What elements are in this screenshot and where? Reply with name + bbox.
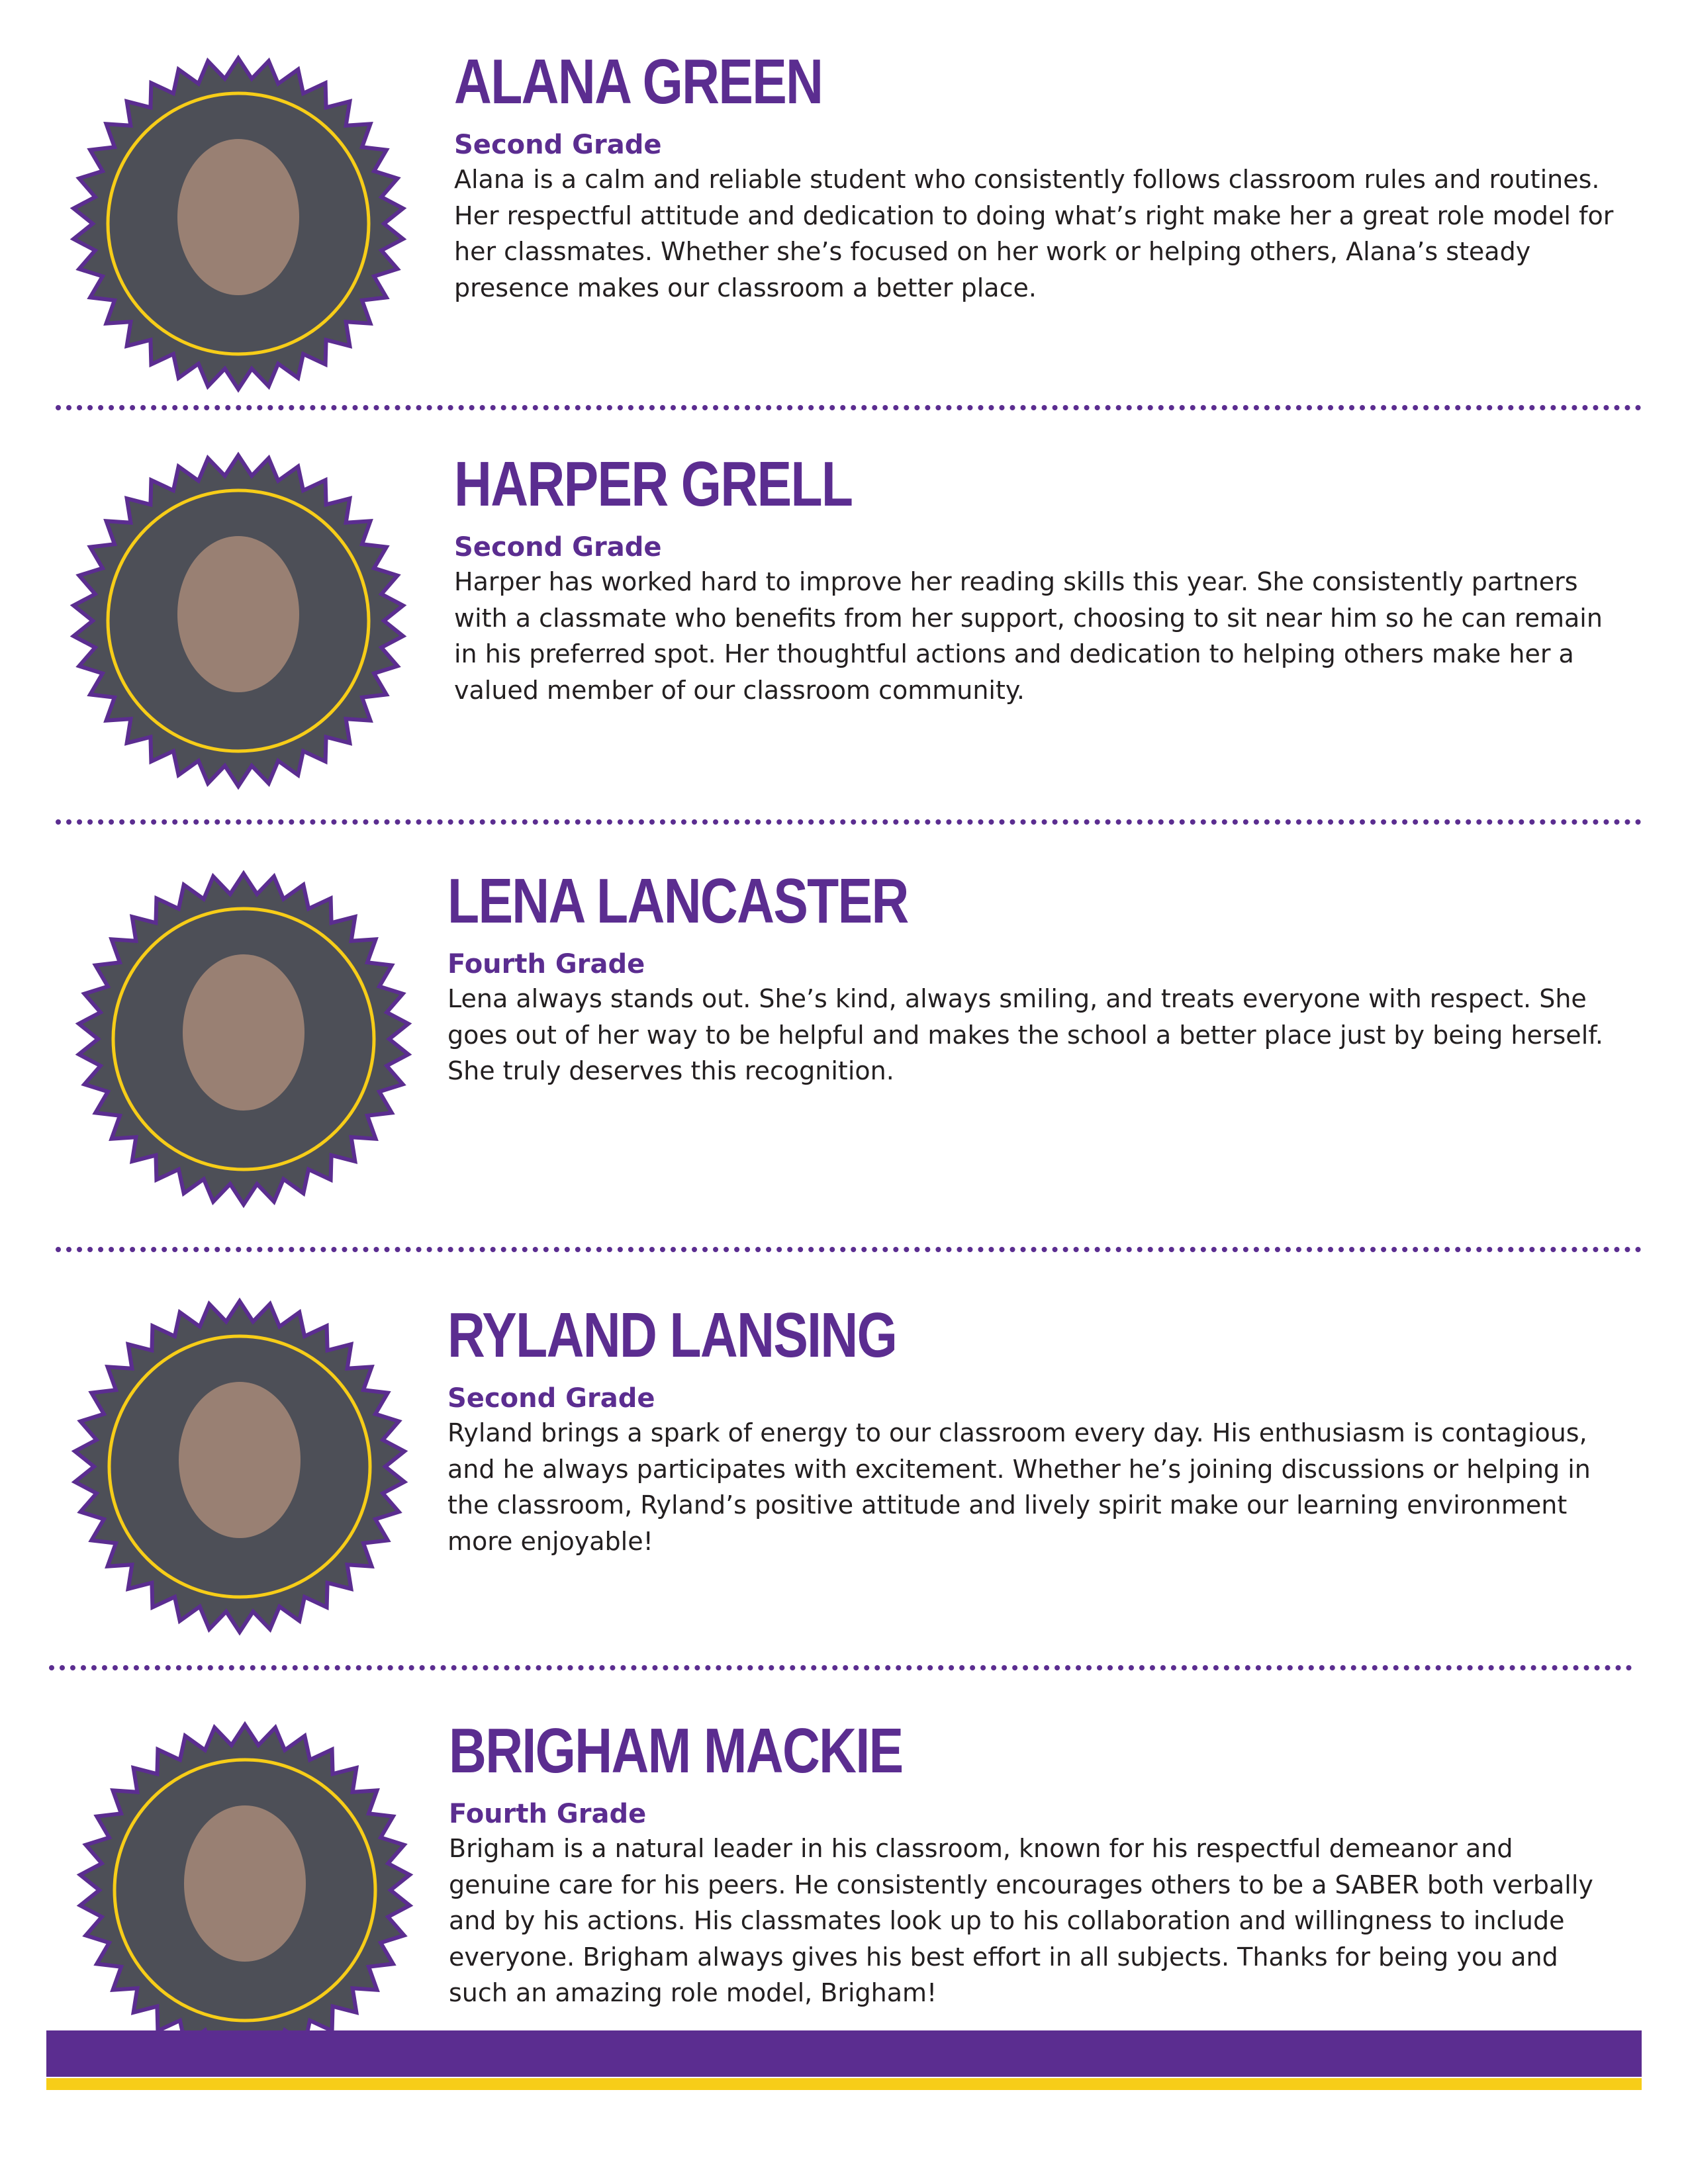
- portrait-badge-graphic: [66, 449, 410, 793]
- portrait-badge-graphic: [68, 1295, 412, 1639]
- portrait-face-shape: [183, 954, 305, 1111]
- footer-gold-band: [46, 2078, 1642, 2090]
- portrait-badge: [71, 867, 416, 1211]
- student-name: HARPER GRELL: [454, 449, 853, 520]
- student-description: Ryland brings a spark of energy to our classroom every day. His enthusiasm is contagious, and he always participates with excitement. Whether he’s joining discussions or helping in the classroom, Ryland’s positive attitude and lively spirit make our learning environment more enjoyable!: [447, 1418, 1591, 1556]
- portrait-badge: [73, 1718, 417, 2062]
- student-grade: Second Grade: [454, 532, 662, 563]
- dotted-divider: [56, 819, 1642, 825]
- portrait-badge: [66, 449, 410, 793]
- student-grade: Second Grade: [454, 130, 662, 160]
- dotted-divider: [49, 1665, 1632, 1670]
- student-description: Lena always stands out. She’s kind, always smiling, and treats everyone with respect. She goes out of her way to be helpful and makes the school a better place just by being herself. She truly deserves this recognition.: [447, 984, 1603, 1085]
- student-name: ALANA GREEN: [454, 46, 823, 117]
- student-description: Brigham is a natural leader in his classroom, known for his respectful demeanor and genuine care for his peers. He consistently encourages others to be a SABER both verbally and by his actions. His classmates look up to his collaboration and willingness to include everyone. Brigham always gives his best effort in all subjects. Thanks for being you and such an amazing role model, Brigham!: [449, 1834, 1593, 2007]
- portrait-badge-graphic: [66, 52, 410, 396]
- portrait-face-shape: [177, 536, 299, 692]
- student-name: RYLAND LANSING: [447, 1300, 897, 1371]
- portrait-badge: [66, 52, 410, 396]
- student-grade: Second Grade: [447, 1383, 655, 1414]
- dotted-divider: [56, 1247, 1642, 1252]
- student-description: Alana is a calm and reliable student who consistently follows classroom rules and routines. Her respectful attitude and dedication to doing what’s right make her a great role model for her classmates. Whether she’s focused on her work or helping others, Alana’s steady presence makes our classroom a better place.: [454, 165, 1614, 302]
- student-grade: Fourth Grade: [447, 949, 645, 979]
- footer-purple-band: [46, 2030, 1642, 2077]
- portrait-badge: [68, 1295, 412, 1639]
- portrait-face-shape: [184, 1805, 306, 1962]
- portrait-face-shape: [179, 1382, 301, 1538]
- portrait-face-shape: [177, 139, 299, 295]
- portrait-badge-graphic: [73, 1718, 417, 2062]
- student-description: Harper has worked hard to improve her reading skills this year. She consistently partners with a classmate who benefits from her support, choosing to sit near him so he can remain in his preferred spot. Her thoughtful actions and dedication to helping others make her a valued member of our classroom community.: [454, 567, 1603, 705]
- student-grade: Fourth Grade: [449, 1799, 647, 1829]
- student-name: LENA LANCASTER: [447, 866, 908, 936]
- student-name: BRIGHAM MACKIE: [449, 1715, 903, 1786]
- portrait-badge-graphic: [71, 867, 416, 1211]
- dotted-divider: [56, 405, 1642, 410]
